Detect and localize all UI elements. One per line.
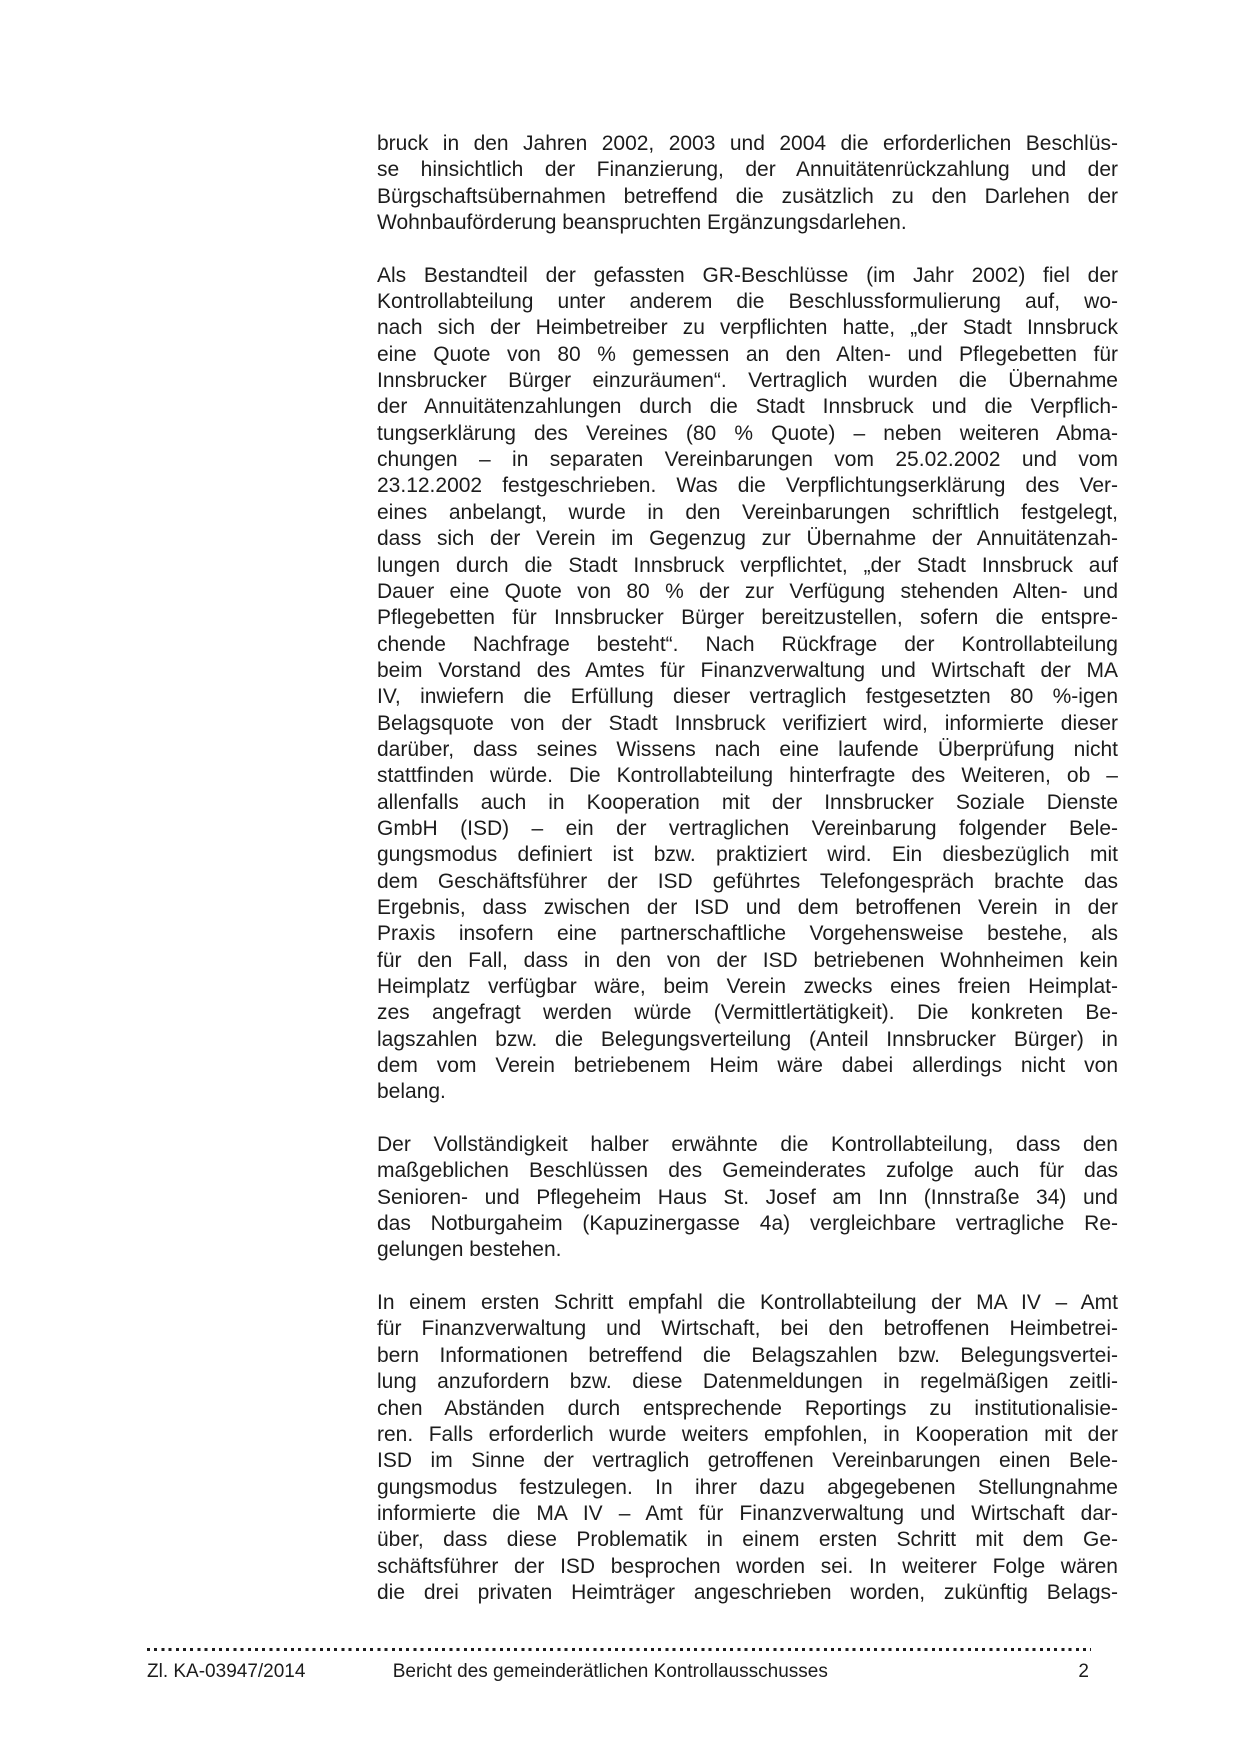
text-line: Ergebnis, dass zwischen der ISD und dem betroffenen Verein in der [377, 895, 1118, 919]
text-line: Innsbrucker Bürger einzuräumen“. Vertraglich wurden die Übernahme [377, 369, 1118, 393]
text-line: die drei privaten Heimträger angeschrieben worden, zukünftig Belags- [377, 1580, 1118, 1604]
text-line: gungsmodus festzulegen. In ihrer dazu abgegebenen Stellungnahme [377, 1475, 1118, 1499]
text-line: gungsmodus definiert ist bzw. praktiziert wird. Ein diesbezüglich mit [377, 843, 1118, 867]
text-line: belang. [377, 1080, 446, 1104]
text-line: Praxis insofern eine partnerschaftliche Vorgehensweise bestehe, als [377, 922, 1118, 946]
text-line: IV, inwiefern die Erfüllung dieser vertraglich festgesetzten 80 %-igen [377, 685, 1118, 709]
text-line: 23.12.2002 festgeschrieben. Was die Verpflichtungserklärung des Ver- [377, 474, 1118, 498]
page-footer [147, 1648, 1091, 1684]
paragraph [377, 131, 1118, 236]
text-line: Senioren- und Pflegeheim Haus St. Josef am Inn (Innstraße 34) und [377, 1185, 1118, 1209]
text-line: chende Nachfrage besteht“. Nach Rückfrage der Kontrollabteilung [377, 632, 1118, 656]
text-line: Der Vollständigkeit halber erwähnte die Kontrollabteilung, dass den [377, 1133, 1118, 1157]
text-line: für Finanzverwaltung und Wirtschaft, bei den betroffenen Heimbetrei- [377, 1317, 1118, 1341]
text-line: für den Fall, dass in den von der ISD betriebenen Wohnheimen kein [377, 948, 1118, 972]
paragraph [377, 263, 1118, 1106]
text-line: GmbH (ISD) – ein der vertraglichen Vereinbarung folgender Bele- [377, 816, 1118, 840]
text-line: stattfinden würde. Die Kontrollabteilung hinterfragte des Weiteren, ob – [377, 764, 1118, 788]
text-line: dass sich der Verein im Gegenzug zur Übernahme der Annuitätenzah- [377, 527, 1118, 551]
text-line: beim Vorstand des Amtes für Finanzverwaltung und Wirtschaft der MA [377, 658, 1118, 682]
footer-report-title: Bericht des gemeinderätlichen Kontrollausschusses [392, 1661, 828, 1682]
text-line: Pflegebetten für Innsbrucker Bürger bereitzustellen, sofern die entspre- [377, 606, 1118, 630]
text-line: ren. Falls erforderlich wurde weiters empfohlen, in Kooperation mit der [377, 1422, 1118, 1446]
text-line: Dauer eine Quote von 80 % der zur Verfügung stehenden Alten- und [377, 579, 1118, 603]
footer-reference-number: Zl. KA-03947/2014 [147, 1661, 306, 1682]
text-line: chen Abständen durch entsprechende Reportings zu institutionalisie- [377, 1396, 1118, 1420]
text-line: zes angefragt werden würde (Vermittlertätigkeit). Die konkreten Be- [377, 1001, 1118, 1025]
text-line: Wohnbauförderung beanspruchten Ergänzungsdarlehen. [377, 211, 907, 235]
text-line: das Notburgaheim (Kapuzinergasse 4a) vergleichbare vertragliche Re- [377, 1212, 1118, 1236]
text-line: der Annuitätenzahlungen durch die Stadt Innsbruck und die Verpflich- [377, 395, 1118, 419]
text-line: lagszahlen bzw. die Belegungsverteilung (Anteil Innsbrucker Bürger) in [377, 1027, 1118, 1051]
text-line: lung anzufordern bzw. diese Datenmeldungen in regelmäßigen zeitli- [377, 1370, 1118, 1394]
text-line: maßgeblichen Beschlüssen des Gemeinderates zufolge auch für das [377, 1159, 1118, 1183]
document-body [377, 131, 1118, 1606]
footer-dotted-rule [147, 1648, 1091, 1651]
text-line: bern Informationen betreffend die Belagszahlen bzw. Belegungsvertei- [377, 1343, 1118, 1367]
text-line: bruck in den Jahren 2002, 2003 und 2004 die erforderlichen Beschlüs- [377, 132, 1118, 155]
footer-row [147, 1660, 1091, 1684]
text-line: ISD im Sinne der vertraglich getroffenen Vereinbarungen einen Bele- [377, 1449, 1118, 1473]
text-line: lungen durch die Stadt Innsbruck verpflichtet, „der Stadt Innsbruck auf [377, 553, 1118, 577]
text-line: Belagsquote von der Stadt Innsbruck verifiziert wird, informierte dieser [377, 711, 1118, 735]
text-line: chungen – in separaten Vereinbarungen vom 25.02.2002 und vom [377, 448, 1118, 472]
text-line: dem Geschäftsführer der ISD geführtes Telefongespräch brachte das [377, 869, 1118, 893]
paragraph [377, 1290, 1118, 1606]
text-line: Kontrollabteilung unter anderem die Beschlussformulierung auf, wo- [377, 290, 1118, 314]
text-line: se hinsichtlich der Finanzierung, der Annuitätenrückzahlung und der [377, 158, 1118, 182]
text-line: eine Quote von 80 % gemessen an den Alten- und Pflegebetten für [377, 342, 1118, 366]
text-line: schäftsführer der ISD besprochen worden sei. In weiterer Folge wären [377, 1554, 1118, 1578]
text-line: In einem ersten Schritt empfahl die Kontrollabteilung der MA IV – Amt [377, 1291, 1118, 1315]
text-line: tungserklärung des Vereines (80 % Quote) – neben weiteren Abma- [377, 421, 1118, 445]
text-line: Bürgschaftsübernahmen betreffend die zusätzlich zu den Darlehen der [377, 184, 1118, 208]
text-line: gelungen bestehen. [377, 1238, 562, 1262]
text-line: allenfalls auch in Kooperation mit der Innsbrucker Soziale Dienste [377, 790, 1118, 814]
paragraph [377, 1132, 1118, 1264]
text-line: Als Bestandteil der gefassten GR-Beschlüsse (im Jahr 2002) fiel der [377, 263, 1118, 287]
text-line: über, dass diese Problematik in einem ersten Schritt mit dem Ge- [377, 1528, 1118, 1552]
text-line: eines anbelangt, wurde in den Vereinbarungen schriftlich festgelegt, [377, 500, 1118, 524]
text-line: darüber, dass seines Wissens nach eine laufende Überprüfung nicht [377, 737, 1118, 761]
text-line: informierte die MA IV – Amt für Finanzverwaltung und Wirtschaft dar- [377, 1501, 1118, 1525]
footer-page-number: 2 [1078, 1661, 1089, 1682]
text-line: nach sich der Heimbetreiber zu verpflichten hatte, „der Stadt Innsbruck [377, 316, 1118, 340]
text-line: Heimplatz verfügbar wäre, beim Verein zwecks eines freien Heimplat- [377, 975, 1118, 998]
text-line: dem vom Verein betriebenem Heim wäre dabei allerdings nicht von [377, 1054, 1118, 1078]
